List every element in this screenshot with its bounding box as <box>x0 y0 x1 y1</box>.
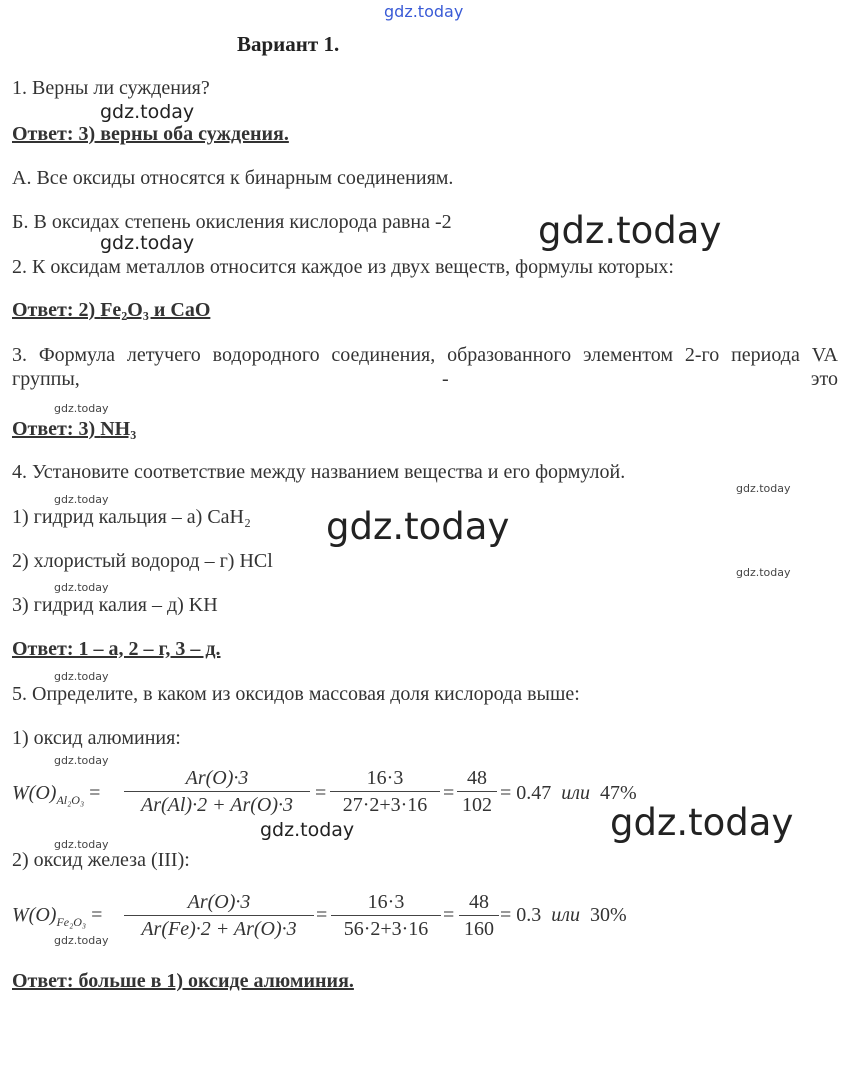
answer-2-prefix: Ответ: 2) <box>12 299 101 321</box>
statement-a: А. Все оксиды относятся к бинарным соединениям. <box>12 167 454 189</box>
formula-1-lhs: $W(O)_{Al_2O_3}$ = <box>12 782 101 807</box>
formula-1-result: = 0.47 или 47% <box>500 782 637 804</box>
formula-2-fraction-1: Ar(O)·3 Ar(Fe)·2 + Ar(O)·3 <box>124 890 314 941</box>
watermark-small: gdz.today <box>54 493 109 506</box>
answer-3-formula: NH₃ <box>100 418 137 440</box>
oxide-1-label: 1) оксид алюминия: <box>12 727 181 749</box>
answer-5: Ответ: больше в 1) оксиде алюминия. <box>12 970 354 992</box>
question-5: 5. Определите, в каком из оксидов массовая доля кислорода выше: <box>12 683 580 705</box>
formula-1-fraction-2: 16·3 27·2+3·16 <box>330 766 440 817</box>
answer-1: Ответ: 3) верны оба суждения. <box>12 123 289 145</box>
formula-1-fraction-1: Ar(O)·3 Ar(Al)·2 + Ar(O)·3 <box>124 766 310 817</box>
watermark-large: gdz.today <box>326 505 510 548</box>
statement-b: Б. В оксидах степень окисления кислорода равна -2 <box>12 211 452 233</box>
watermark: gdz.today <box>260 819 355 841</box>
question-4: 4. Установите соответствие между названием вещества и его формулой. <box>12 461 626 483</box>
watermark-large: gdz.today <box>538 209 722 252</box>
formula-2-fraction-2: 16·3 56·2+3·16 <box>331 890 441 941</box>
watermark-small: gdz.today <box>736 566 791 579</box>
watermark-small: gdz.today <box>54 934 109 947</box>
answer-2-formula: Fe₂O₃ и CaO <box>100 299 211 321</box>
watermark-small: gdz.today <box>54 670 109 683</box>
formula-2-result: = 0.3 или 30% <box>500 904 627 926</box>
watermark-small: gdz.today <box>54 754 109 767</box>
watermark-small: gdz.today <box>54 402 109 415</box>
watermark-small: gdz.today <box>736 482 791 495</box>
match-item-3: 3) гидрид калия – д) KH <box>12 594 218 616</box>
formula-2-lhs: $W(O)_{Fe_2O_3}$ = <box>12 904 103 929</box>
watermark-large: gdz.today <box>610 801 794 844</box>
question-2: 2. К оксидам металлов относится каждое из двух веществ, формулы которых: <box>12 256 674 278</box>
answer-3-prefix: Ответ: 3) <box>12 418 101 440</box>
question-1: 1. Верны ли суждения? <box>12 77 210 99</box>
watermark-small: gdz.today <box>54 838 109 851</box>
question-3: 3. Формула летучего водородного соединения, образованного элементом 2-го периода VA группы, - это <box>12 344 838 390</box>
watermark-small: gdz.today <box>54 581 109 594</box>
oxide-2-label: 2) оксид железа (III): <box>12 849 190 871</box>
formula-2-fraction-3: 48 160 <box>459 890 499 941</box>
answer-4: Ответ: 1 – а, 2 – г, 3 – д. <box>12 638 221 660</box>
watermark-top: gdz.today <box>384 2 464 21</box>
watermark: gdz.today <box>100 232 195 254</box>
answer-3 <box>12 417 136 441</box>
match-item-1: 1) гидрид кальция – а) CaH₂ <box>12 506 251 528</box>
answer-2 <box>12 298 210 322</box>
formula-1-fraction-3: 48 102 <box>457 766 497 817</box>
watermark: gdz.today <box>100 101 195 123</box>
page-title: Вариант 1. <box>237 32 340 56</box>
match-item-2: 2) хлористый водород – г) HCl <box>12 550 273 572</box>
